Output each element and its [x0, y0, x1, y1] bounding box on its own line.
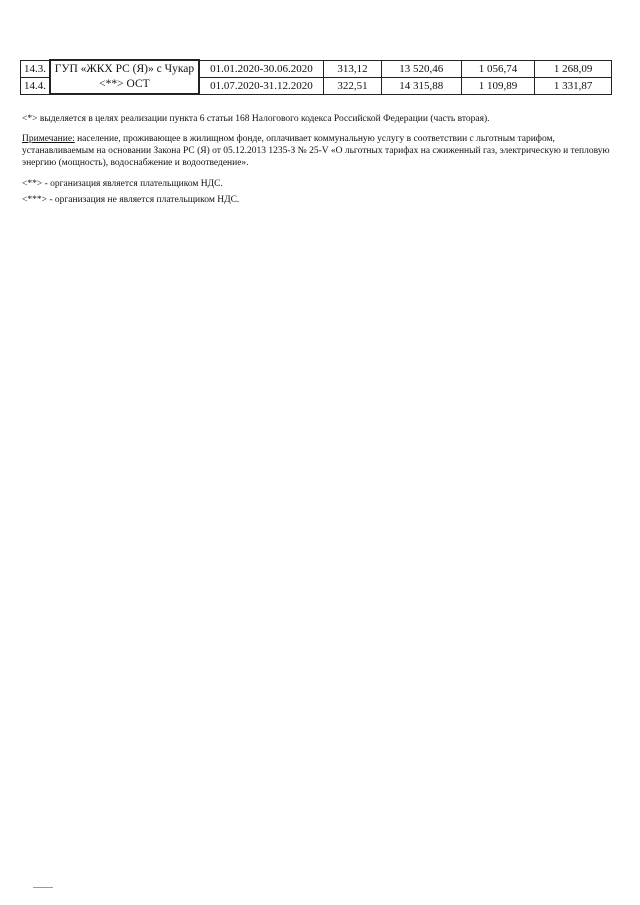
value-cell: 13 520,46 [381, 60, 461, 77]
value-cell: 14 315,88 [381, 77, 461, 94]
value-cell: 313,12 [324, 60, 382, 77]
remark-paragraph [22, 133, 620, 169]
value-cell: 1 056,74 [461, 60, 535, 77]
period-cell: 01.07.2020-31.12.2020 [199, 77, 324, 94]
organization-cell: ГУП «ЖКХ РС (Я)» с Чукар <**> ОСТ [50, 60, 199, 94]
row-number: 14.4. [21, 77, 51, 94]
value-cell: 1 268,09 [535, 60, 612, 77]
value-cell: 322,51 [324, 77, 382, 94]
footnote-star: <*> выделяется в целях реализации пункта 6 статьи 168 Налогового кодекса Российской Федерации (часть вторая). [22, 114, 490, 124]
period-cell: 01.01.2020-30.06.2020 [199, 60, 324, 77]
footnote-3star: <***> - организация не является плательщиком НДС. [22, 195, 240, 205]
notes-section [22, 113, 620, 206]
value-cell: 1 331,87 [535, 77, 612, 94]
row-number: 14.3. [21, 60, 51, 77]
table-row [21, 60, 612, 77]
tariff-table [20, 59, 612, 95]
remark-text: население, проживающее в жилищном фонде, оплачивает коммунальную услугу в соответствии с льготным тарифом, устанавливаемым на основании Закона РС (Я) от 05.12.2013 1235-З № 25-V «О льготных тарифах на сжиженный газ, электрическую и тепловую энергию (мощность), водоснабжение и водоотведение». [22, 134, 610, 168]
value-cell: 1 109,89 [461, 77, 535, 94]
footnote-2star: <**> - организация является плательщиком НДС. [22, 179, 223, 189]
footer-divider [33, 887, 53, 888]
remark-label: Примечание: [22, 134, 75, 144]
